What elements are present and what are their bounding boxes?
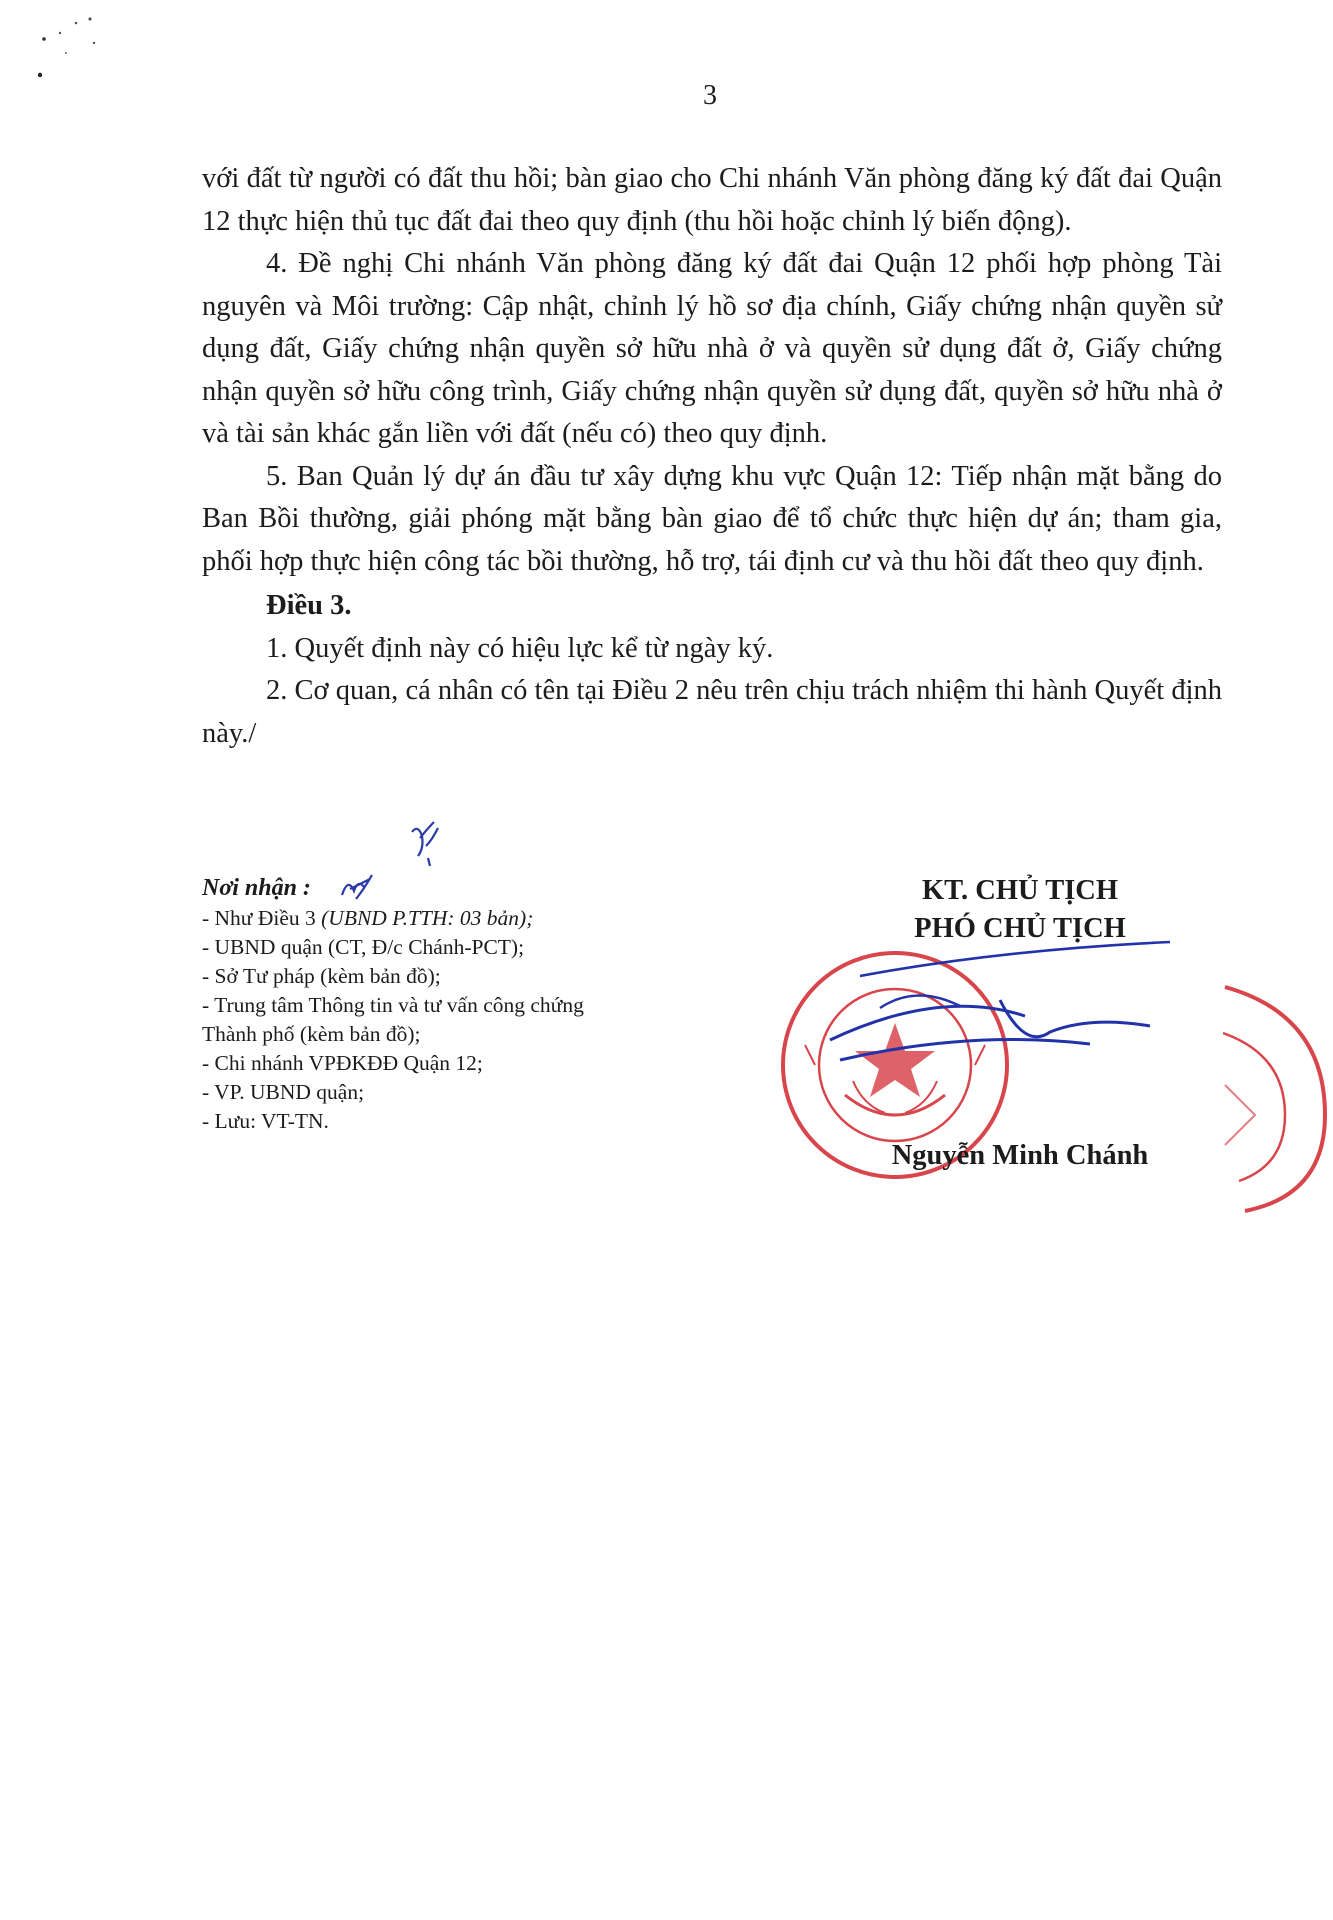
article-3-item-2: 2. Cơ quan, cá nhân có tên tại Điều 2 nêu trên chịu trách nhiệm thi hành Quyết định này./: [202, 675, 1222, 749]
signature-subtitle: PHÓ CHỦ TỊCH: [914, 913, 1126, 944]
recipient-item: [202, 904, 622, 933]
page-number: 3: [703, 80, 717, 111]
paragraph-item-5: 5. Ban Quản lý dự án đầu tư xây dựng khu vực Quận 12: Tiếp nhận mặt bằng do Ban Bồi thường, giải phóng mặt bằng bàn giao để tổ chức thực hiện dự án; tham gia, phối hợp thực hiện công tác bồi thường, hỗ trợ, tái định cư và thu hồi đất theo quy định.: [202, 460, 1222, 577]
paragraph-item-4: 4. Đề nghị Chi nhánh Văn phòng đăng ký đất đai Quận 12 phối hợp phòng Tài nguyên và Môi trường: Cập nhật, chỉnh lý hồ sơ địa chính, Giấy chứng nhận quyền sử dụng đất, Giấy chứng nhận quyền sở hữu nhà ở và quyền sử dụng đất ở, Giấy chứng nhận quyền sở hữu công trình, Giấy chứng nhận quyền sử dụng đất, quyền sở hữu nhà ở và tài sản khác gắn liền với đất (nếu có) theo quy định.: [202, 248, 1222, 449]
recipient-note: (UBND P.TTH: 03 bản);: [321, 906, 534, 930]
recipients-list: [202, 872, 622, 1136]
recipient-initial-icon: [340, 873, 376, 903]
handwritten-signature-icon: [820, 940, 1180, 1090]
signature-title-block: [860, 872, 1180, 948]
recipient-item: - Chi nhánh VPĐKĐĐ Quận 12;: [202, 1051, 483, 1075]
recipient-item: - Lưu: VT-TN.: [202, 1109, 329, 1133]
recipient-text: - Như Điều 3: [202, 906, 322, 930]
paragraph-continuation: với đất từ người có đất thu hồi; bàn giao cho Chi nhánh Văn phòng đăng ký đất đai Quận 12 thực hiện thủ tục đất đai theo quy định (thu hồi hoặc chỉnh lý biến động).: [202, 163, 1222, 237]
document-body: [202, 158, 1222, 755]
recipient-item: - Sở Tư pháp (kèm bản đồ);: [202, 964, 441, 988]
article-3-item-1: 1. Quyết định này có hiệu lực kể từ ngày ký.: [266, 632, 774, 664]
stamp-fragment-icon: [1215, 975, 1333, 1225]
scan-specks: [30, 15, 110, 85]
initial-mark-icon: [408, 818, 448, 868]
recipient-item: - Trung tâm Thông tin và tư vấn công chứng Thành phố (kèm bản đồ);: [202, 993, 584, 1046]
recipient-item: - VP. UBND quận;: [202, 1080, 365, 1104]
signer-name: Nguyễn Minh Chánh: [891, 1140, 1149, 1171]
article-heading: Điều 3.: [266, 590, 352, 621]
signature-title: KT. CHỦ TỊCH: [921, 875, 1119, 906]
recipients-title: Nơi nhận :: [202, 875, 311, 901]
recipient-item: - UBND quận (CT, Đ/c Chánh-PCT);: [202, 935, 525, 959]
